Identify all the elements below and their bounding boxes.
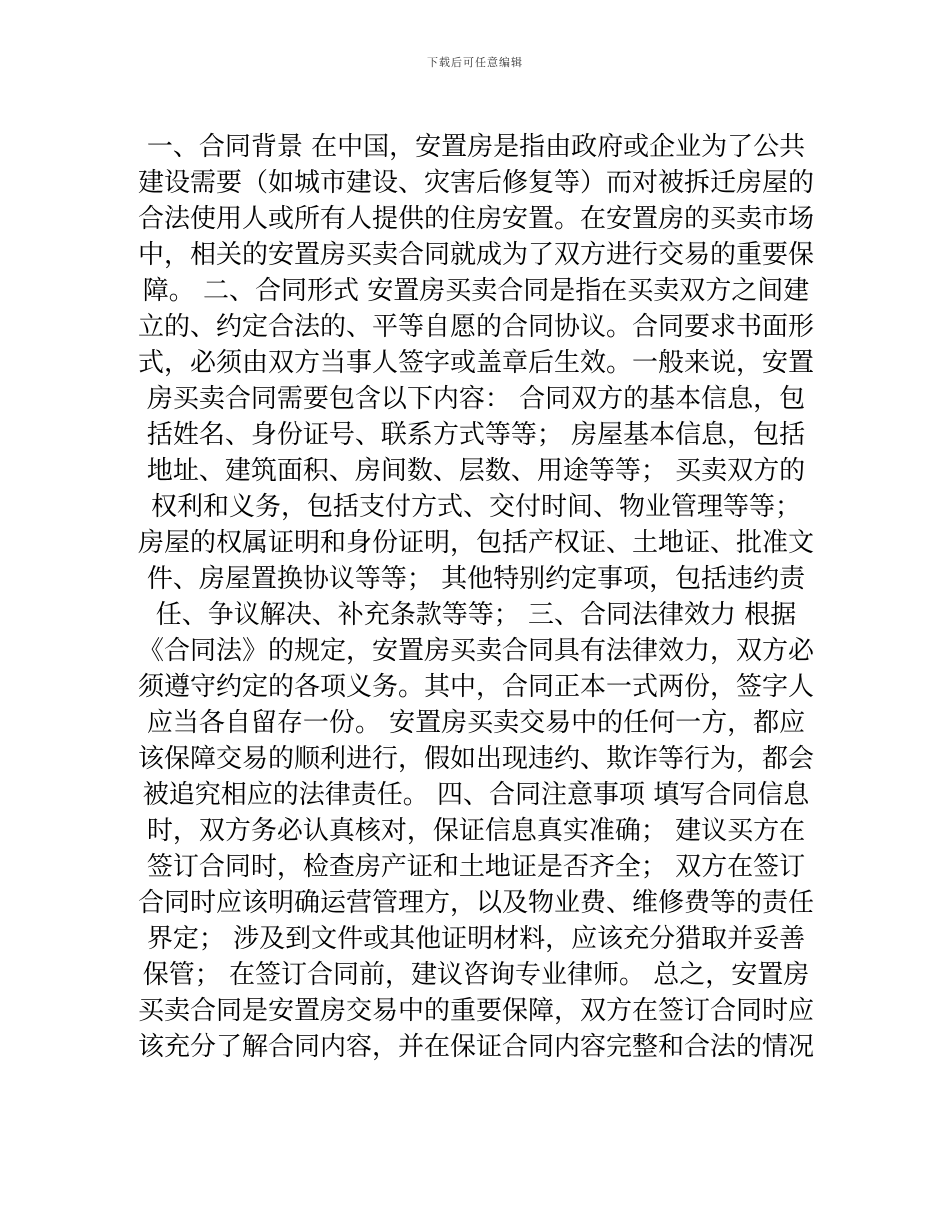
body-line: 一、合同背景 在中国，安置房是指由政府或企业为了公共 <box>146 132 806 162</box>
body-line: 合法使用人或所有人提供的住房安置。在安置房的买卖市场 <box>137 204 814 234</box>
body-line: 时，双方务必认真核对，保证信息真实准确； 建议买方在 <box>146 816 806 846</box>
body-line: 保管； 在签订合同前，建议咨询专业律师。 总之，安置房 <box>142 960 810 990</box>
body-line: 界定； 涉及到文件或其他证明材料，应该充分猎取并妥善 <box>146 924 806 954</box>
body-text <box>108 129 844 1065</box>
body-line: 障。 二、合同形式 安置房买卖合同是指在买卖双方之间建 <box>142 276 810 306</box>
body-line: 房买卖合同需要包含以下内容： 合同双方的基本信息，包 <box>146 384 806 414</box>
body-line: 该充分了解合同内容，并在保证合同内容完整和合法的情况 <box>137 1032 814 1062</box>
body-line: 件、房屋置换协议等等； 其他特别约定事项，包括违约责 <box>146 564 806 594</box>
page-header: 下载后可任意编辑 <box>427 56 523 69</box>
body-line: 地址、建筑面积、房间数、层数、用途等等； 买卖双方的 <box>146 456 806 486</box>
body-line: 签订合同时，检查房产证和土地证是否齐全； 双方在签订 <box>146 852 806 882</box>
body-line: 房屋的权属证明和身份证明，包括产权证、土地证、批准文 <box>137 528 814 558</box>
body-line: 立的、约定合法的、平等自愿的合同协议。合同要求书面形 <box>137 312 814 342</box>
body-line: 括姓名、身份证号、联系方式等等； 房屋基本信息，包括 <box>146 420 806 450</box>
body-line: 该保障交易的顺利进行，假如出现违约、欺诈等行为，都会 <box>137 744 814 774</box>
body-line: 须遵守约定的各项义务。其中，合同正本一式两份，签字人 <box>137 672 814 702</box>
body-line: 买卖合同是安置房交易中的重要保障，双方在签订合同时应 <box>137 996 814 1026</box>
body-line: 被追究相应的法律责任。 四、合同注意事项 填写合同信息 <box>142 780 810 810</box>
body-line: 《合同法》的规定，安置房买卖合同具有法律效力，双方必 <box>137 636 814 666</box>
body-line: 建设需要（如城市建设、灾害后修复等）而对被拆迁房屋的 <box>137 168 814 198</box>
body-line: 中，相关的安置房买卖合同就成为了双方进行交易的重要保 <box>137 240 814 270</box>
body-line: 合同时应该明确运营管理方，以及物业费、维修费等的责任 <box>137 888 814 918</box>
body-line: 式，必须由双方当事人签字或盖章后生效。一般来说，安置 <box>137 348 814 378</box>
body-line: 应当各自留存一份。 安置房买卖交易中的任何一方，都应 <box>146 708 806 738</box>
body-line: 任、争议解决、补充条款等等； 三、合同法律效力 根据 <box>155 600 797 630</box>
body-line: 权利和义务，包括支付方式、交付时间、物业管理等等； <box>150 492 801 522</box>
